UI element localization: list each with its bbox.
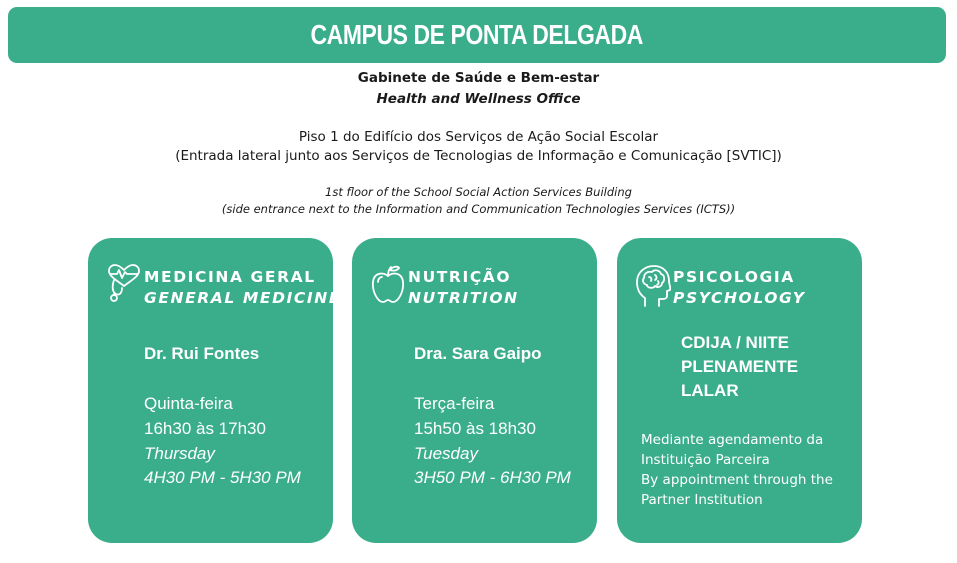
card-title-pt: NUTRIÇÃO — [408, 268, 512, 286]
note-line: Partner Institution — [641, 492, 763, 508]
schedule-time-en: 4H30 PM - 5H30 PM — [144, 468, 301, 487]
appointment-note — [641, 430, 833, 510]
card-title-en: GENERAL MEDICINE — [144, 289, 342, 307]
doctor-name: Dra. Sara Gaipo — [414, 344, 542, 363]
schedule-time-en: 3H50 PM - 6H30 PM — [414, 468, 571, 487]
address-pt-line-1: Piso 1 do Edifício dos Serviços de Ação Social Escolar — [298, 129, 659, 145]
schedule-day-en: Tuesday — [414, 444, 478, 463]
note-line: Instituição Parceira — [641, 452, 770, 468]
entity-item: PLENAMENTE — [681, 357, 799, 376]
card-title-pt: PSICOLOGIA — [673, 268, 795, 286]
address-pt-line-2: (Entrada lateral junto aos Serviços de Tecnologias de Informação e Comunicação [SVTIC]) — [175, 148, 782, 164]
schedule-time-pt: 15h50 às 18h30 — [414, 419, 536, 438]
schedule-day-pt: Quinta-feira — [144, 394, 233, 413]
head-brain-icon — [635, 264, 671, 308]
entity-item: LALAR — [681, 381, 739, 400]
address-en-line-2: (side entrance next to the Information and Communication Technologies Services (ICTS)) — [221, 202, 736, 216]
campus-title: CAMPUS DE PONTA DELGADA — [310, 19, 644, 50]
nutrition-card — [352, 238, 597, 543]
card-title-en: NUTRITION — [408, 289, 519, 307]
psychology-card — [617, 238, 862, 543]
note-line: By appointment through the — [641, 472, 833, 488]
office-title-en: Health and Wellness Office — [376, 91, 581, 107]
doctor-name: Dr. Rui Fontes — [144, 344, 260, 363]
address-en-line-1: 1st floor of the School Social Action Services Building — [325, 185, 632, 199]
entity-item: CDIJA / NIITE — [681, 333, 789, 352]
note-line: Mediante agendamento da — [641, 432, 824, 448]
card-title-pt: MEDICINA GERAL — [144, 268, 316, 286]
partner-entities — [681, 331, 798, 403]
general-medicine-card — [88, 238, 342, 543]
schedule-day-en: Thursday — [144, 444, 215, 463]
office-title-pt: Gabinete de Saúde e Bem-estar — [357, 70, 600, 86]
apple-icon — [370, 264, 406, 308]
schedule-day-pt: Terça-feira — [414, 394, 495, 413]
heart-stethoscope-icon — [106, 264, 142, 308]
campus-banner — [8, 7, 946, 63]
card-title-en: PSYCHOLOGY — [673, 289, 806, 307]
schedule-time-pt: 16h30 às 17h30 — [144, 419, 266, 438]
